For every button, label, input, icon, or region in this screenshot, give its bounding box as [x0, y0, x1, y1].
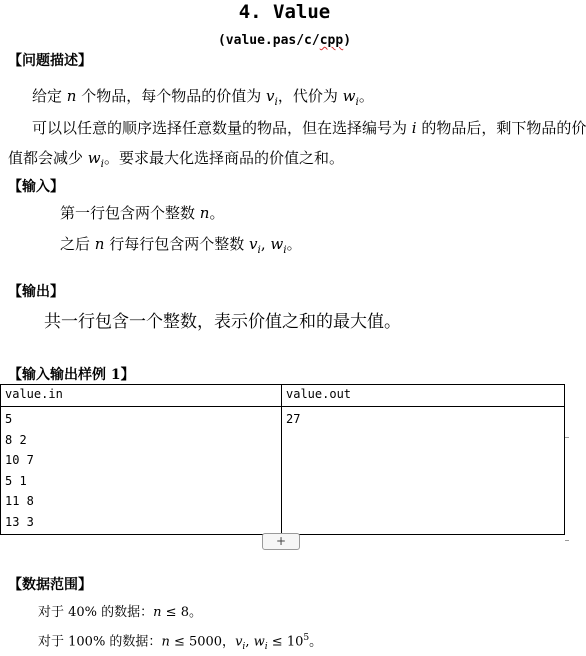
text: 行每行包含两个整数	[104, 235, 249, 253]
column-header-output: value.out	[282, 385, 565, 407]
text: 的物品后，剩下物品的价	[416, 119, 586, 137]
text: 。	[209, 204, 225, 222]
text: ≤ 10	[267, 634, 304, 650]
text: 可以以任意的顺序选择任意数量的物品，但在选择编号为	[32, 119, 412, 137]
description-line-1	[32, 85, 374, 113]
table-header-row	[1, 385, 565, 407]
problem-title: 4. Value	[238, 1, 331, 23]
sample-table	[0, 384, 565, 535]
math-subscript: i	[274, 96, 278, 108]
text: ,	[245, 634, 254, 650]
text: ，代价为	[277, 87, 343, 105]
file-name-line	[0, 32, 569, 50]
spellcheck-word: cpp	[319, 33, 344, 48]
section-heading-description: 【问题描述】	[8, 53, 92, 69]
math-var: w	[270, 235, 284, 253]
math-var: v	[266, 87, 275, 105]
sample-output-cell[interactable]	[282, 407, 565, 535]
sample-input-line: 5 1	[5, 473, 27, 488]
math-subscript: i	[355, 96, 359, 108]
sample-input-line: 5	[5, 412, 13, 426]
math-var: v	[249, 235, 258, 253]
sample-input-cell[interactable]	[1, 407, 282, 535]
section-heading-output: 【输出】	[8, 284, 64, 300]
add-row-button[interactable]: +	[262, 533, 300, 550]
math-subscript: i	[242, 641, 246, 652]
section-heading-range: 【数据范围】	[8, 577, 92, 593]
math-var: n	[94, 235, 105, 253]
text: 。要求最大化选择商品的价值之和。	[103, 149, 344, 167]
range-line-1	[38, 604, 202, 622]
math-var: w	[253, 634, 265, 650]
math-var: n	[66, 87, 77, 105]
section-heading-sample: 【输入输出样例 1】	[8, 367, 135, 383]
text: 对于 40% 的数据：	[38, 605, 154, 620]
text: ,	[260, 235, 271, 253]
table-edge-marker	[565, 437, 569, 438]
table-row	[1, 407, 565, 535]
file-name-suffix: )	[343, 33, 352, 48]
text: 个物品，每个物品的价值为	[76, 87, 266, 105]
text: 。	[309, 634, 323, 650]
file-name-prefix: (value.pas/c/	[217, 33, 320, 48]
sample-input-line: 13 3	[5, 514, 34, 529]
math-var: n	[199, 204, 210, 222]
math-var: v	[235, 634, 243, 650]
text: 对于 100% 的数据：	[38, 634, 162, 650]
math-subscript: i	[257, 244, 261, 256]
range-line-2	[38, 629, 322, 656]
description-line-2	[32, 117, 586, 139]
math-subscript: i	[283, 244, 287, 256]
text: 。	[286, 235, 302, 253]
math-var: w	[87, 149, 101, 167]
text: ≤ 5000，	[169, 634, 236, 650]
table-edge-marker	[565, 540, 569, 541]
text: ≤ 8。	[161, 605, 202, 620]
sample-input-line: 8 2	[5, 432, 27, 447]
column-header-input: value.in	[1, 385, 282, 407]
math-subscript: i	[264, 641, 268, 652]
text: 。	[358, 87, 374, 105]
math-var: n	[153, 605, 162, 620]
math-var: w	[342, 87, 356, 105]
text: 之后	[60, 235, 95, 253]
text: 第一行包含两个整数	[60, 204, 200, 222]
math-var: n	[161, 634, 170, 650]
text: 给定	[32, 87, 67, 105]
math-subscript: i	[100, 158, 104, 170]
sample-input-line: 11 8	[5, 494, 34, 508]
input-line-1	[60, 202, 224, 224]
output-line: 共一行包含一个整数，表示价值之和的最大值。	[44, 312, 401, 332]
description-line-3	[8, 147, 344, 175]
text: 值都会减少	[8, 149, 88, 167]
math-superscript: 5	[303, 633, 310, 643]
math-var: i	[411, 119, 417, 137]
sample-output-line: 27	[286, 412, 301, 426]
input-line-2	[60, 233, 302, 261]
sample-input-line: 10 7	[5, 453, 34, 467]
section-heading-input: 【输入】	[8, 179, 64, 195]
